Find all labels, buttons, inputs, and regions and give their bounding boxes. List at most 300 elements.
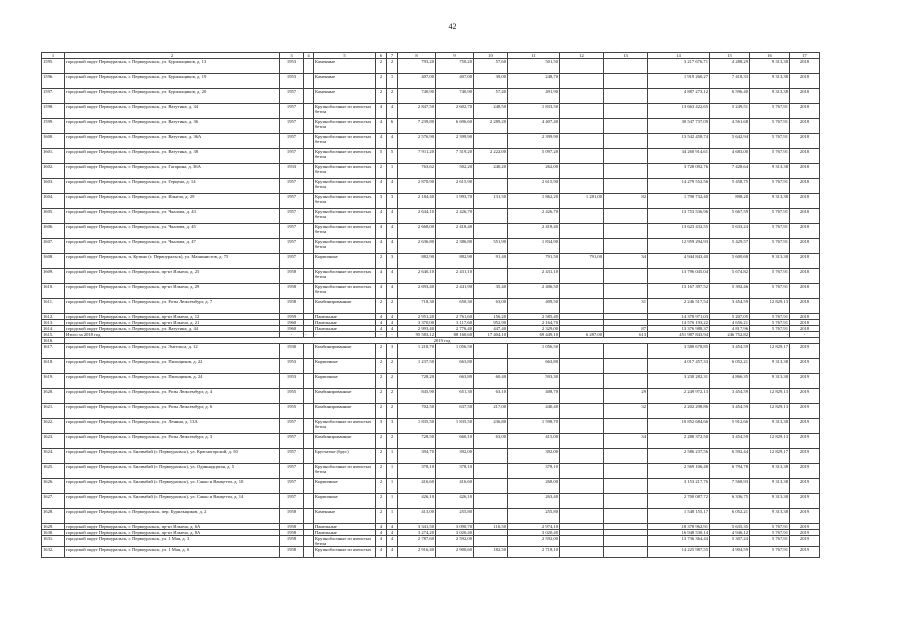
- table-cell: 763,62: [398, 164, 436, 179]
- table-cell: Кирпичные: [314, 359, 376, 374]
- table-cell: 1955: [280, 404, 304, 419]
- table-cell: Панельные: [314, 320, 376, 326]
- table-cell: Кирпичные: [314, 374, 376, 389]
- table-cell: [474, 536, 508, 547]
- table-cell: Панельные: [314, 524, 376, 530]
- table-cell: [560, 269, 604, 284]
- table-cell: Комбинированные: [314, 434, 376, 449]
- table-cell: Кирпичные: [314, 254, 376, 269]
- table-cell: 9 313,38: [750, 74, 790, 89]
- table-cell: 4: [376, 536, 387, 547]
- table-cell: 2018: [790, 224, 820, 239]
- table-cell: 4: [376, 524, 387, 530]
- table-cell: 1960: [280, 326, 304, 332]
- table-cell: [560, 434, 604, 449]
- table-cell: 2 592,00: [508, 536, 560, 547]
- table-cell: [560, 509, 604, 524]
- table-cell: 426,10: [398, 494, 436, 509]
- table-cell: 1 862,20: [508, 194, 560, 209]
- table-cell: 378,10: [398, 464, 436, 479]
- table-cell: [304, 179, 314, 194]
- table-cell: 12 829,17: [750, 344, 790, 359]
- address-cell: городской округ Первоуральск, г. Первоуральск, ул. Пильщиков, д. 22: [65, 359, 280, 374]
- table-cell: 1 598,70: [508, 419, 560, 434]
- table-cell: 378,10: [508, 464, 560, 479]
- table-cell: 1957: [280, 104, 304, 119]
- address-cell: городской округ Первоуральск, г. Первоуральск, ул. Ленина, д. 13А: [65, 419, 280, 434]
- table-cell: 2 700 087,72: [648, 494, 710, 509]
- table-cell: 13 167 397,52: [648, 284, 710, 299]
- table-row: [42, 104, 820, 119]
- year-label: 2019 год: [65, 338, 820, 344]
- table-cell: 1599.: [42, 119, 65, 134]
- address-cell: городской округ Первоуральск, г. Первоуральск, ул. Чкалова, д. 47: [65, 239, 280, 254]
- column-header: 14: [648, 53, 710, 59]
- table-cell: 5 635,35: [710, 524, 750, 530]
- table-cell: [604, 59, 648, 74]
- address-cell: городской округ Первоуральск, г. Первоуральск, пр-кт Ильича, д. 8А: [65, 530, 280, 536]
- table-cell: 12 959 294,93: [648, 239, 710, 254]
- table-cell: 1955: [280, 389, 304, 404]
- table-cell: [304, 224, 314, 239]
- table-cell: 4: [387, 314, 398, 320]
- table-row: [42, 239, 820, 254]
- table-cell: [304, 359, 314, 374]
- address-cell: городской округ Первоуральск, г. Первоуральск, ул. Бурильщиков, д. 20: [65, 89, 280, 104]
- table-cell: [474, 359, 508, 374]
- table-cell: 1595.: [42, 59, 65, 74]
- table-cell: Комбинированные: [314, 404, 376, 419]
- table-cell: 2 916,40: [398, 547, 436, 558]
- table-cell: 13 796 045,04: [648, 269, 710, 284]
- table-cell: 57,40: [474, 89, 508, 104]
- table-cell: 750,20: [436, 59, 474, 74]
- table-cell: 3 230 282,31: [648, 374, 710, 389]
- table-cell: 4 017 457,33: [648, 359, 710, 374]
- table-row: [42, 547, 820, 558]
- table-cell: Панельные: [314, 314, 376, 320]
- table-cell: 12 829,13: [750, 389, 790, 404]
- table-cell: 4: [387, 104, 398, 119]
- table-cell: 69 449,10: [508, 332, 560, 338]
- table-cell: 1: [387, 494, 398, 509]
- table-cell: [560, 419, 604, 434]
- table-cell: [304, 209, 314, 224]
- table-cell: 2 718,10: [508, 547, 560, 558]
- table-cell: 2 668,00: [398, 224, 436, 239]
- table-cell: 2: [387, 89, 398, 104]
- table-cell: 2018: [790, 314, 820, 320]
- table-cell: 440,40: [508, 404, 560, 419]
- table-cell: [304, 509, 314, 524]
- table-cell: 1957: [280, 179, 304, 194]
- table-cell: [604, 119, 648, 134]
- table-cell: 5: [376, 149, 387, 164]
- table-cell: 1609.: [42, 269, 65, 284]
- table-cell: 9 313,38: [750, 479, 790, 494]
- address-cell: городской округ Первоуральск, г. Первоуральск, ул. Ватутина, д. 34: [65, 104, 280, 119]
- table-cell: 501,50: [508, 59, 560, 74]
- table-cell: 1957: [280, 224, 304, 239]
- table-cell: 9 313,38: [750, 359, 790, 374]
- table-cell: [560, 134, 604, 149]
- table-cell: 240,20: [474, 164, 508, 179]
- table-cell: 2: [376, 404, 387, 419]
- table-cell: [604, 464, 648, 479]
- table-cell: 14 378 971,03: [648, 314, 710, 320]
- table-cell: 9 313,38: [750, 254, 790, 269]
- table-cell: 6 052,21: [710, 509, 750, 524]
- table-cell: 30 547 737,09: [648, 119, 710, 134]
- table-cell: [560, 547, 604, 558]
- table-cell: 1613.: [42, 320, 65, 326]
- table-cell: Комбинированные: [314, 299, 376, 314]
- table-cell: 32: [604, 404, 648, 419]
- table-cell: [304, 134, 314, 149]
- table-cell: 6 794,78: [710, 464, 750, 479]
- table-cell: [560, 164, 604, 179]
- table-cell: 2019: [790, 464, 820, 479]
- table-cell: 1602.: [42, 164, 65, 179]
- table-cell: 34 260 914,61: [648, 149, 710, 164]
- table-cell: 2: [376, 254, 387, 269]
- table-cell: 4: [387, 239, 398, 254]
- table-cell: [560, 209, 604, 224]
- table-cell: 4 407,40: [508, 119, 560, 134]
- table-cell: 2 431,10: [436, 269, 474, 284]
- table-cell: 236,80: [474, 419, 508, 434]
- table-cell: 2019: [790, 389, 820, 404]
- table-cell: 3 020,40: [436, 530, 474, 536]
- column-header: 15: [710, 53, 750, 59]
- table-cell: 2 585,40: [508, 314, 560, 320]
- table-cell: 5 767,91: [750, 547, 790, 558]
- table-cell: Крупноблочные из ячеистых бетон: [314, 179, 376, 194]
- table-cell: 3: [387, 254, 398, 269]
- table-cell: 1: [387, 164, 398, 179]
- table-cell: 4: [376, 119, 387, 134]
- table-cell: Крупноблочные из ячеистых бетон: [314, 536, 376, 547]
- table-cell: [560, 344, 604, 359]
- table-cell: 1 919 260,27: [648, 74, 710, 89]
- table-cell: 4: [387, 320, 398, 326]
- table-row: [42, 479, 820, 494]
- table-cell: 4: [376, 530, 387, 536]
- table-cell: 491,90: [508, 89, 560, 104]
- table-cell: 1596.: [42, 74, 65, 89]
- table-cell: 35,40: [474, 284, 508, 299]
- table-cell: -: [280, 332, 304, 338]
- table-cell: [304, 389, 314, 404]
- table-cell: [604, 284, 648, 299]
- table-cell: 248,70: [508, 74, 560, 89]
- table-cell: 2: [376, 389, 387, 404]
- table-cell: 650,30: [436, 299, 474, 314]
- table-cell: Панельные: [314, 530, 376, 536]
- table-cell: [304, 269, 314, 284]
- table-cell: 5 767,91: [750, 119, 790, 134]
- address-cell: городской округ Первоуральск, п. Билимбай (г. Первоуральск), ул. Сакко и Ванцетти, д. 14: [65, 494, 280, 509]
- table-row: [42, 434, 820, 449]
- table-cell: 1958: [280, 536, 304, 547]
- table-cell: 2: [387, 389, 398, 404]
- table-cell: [604, 269, 648, 284]
- table-cell: 898,20: [710, 194, 750, 209]
- table-cell: 2 900,60: [436, 547, 474, 558]
- column-header: 1: [42, 53, 65, 59]
- table-cell: 1610.: [42, 284, 65, 299]
- column-header: 10: [474, 53, 508, 59]
- column-header: 9: [436, 53, 474, 59]
- table-cell: 9 313,38: [750, 374, 790, 389]
- table-cell: 2: [376, 89, 387, 104]
- table-cell: [604, 89, 648, 104]
- table-cell: 9 313,38: [750, 194, 790, 209]
- table-cell: 1953: [280, 359, 304, 374]
- table-cell: 2018: [790, 164, 820, 179]
- table-cell: 2: [387, 359, 398, 374]
- table-row: [42, 254, 820, 269]
- table-cell: 4 561,68: [710, 119, 750, 134]
- table-cell: 728,20: [398, 374, 436, 389]
- table-cell: 718,30: [398, 299, 436, 314]
- table-cell: 2018: [790, 149, 820, 164]
- table-cell: -: [314, 332, 376, 338]
- column-header: 2: [65, 53, 280, 59]
- table-cell: 87: [604, 326, 648, 332]
- table-cell: 248,50: [474, 104, 508, 119]
- table-cell: 3: [387, 344, 398, 359]
- table-cell: 791,00: [560, 254, 604, 269]
- table-cell: 5 674,82: [710, 269, 750, 284]
- table-cell: [304, 59, 314, 74]
- table-cell: 9 313,38: [750, 464, 790, 479]
- table-row: [42, 74, 820, 89]
- table-cell: 1957: [280, 239, 304, 254]
- table-cell: 1957: [280, 89, 304, 104]
- table-cell: 1617.: [42, 344, 65, 359]
- table-cell: 14 225 987,55: [648, 547, 710, 558]
- table-cell: Крупноблочные из ячеистых бетон: [314, 164, 376, 179]
- table-cell: Каменные: [314, 89, 376, 104]
- table-cell: 2 246 517,54: [648, 299, 710, 314]
- table-cell: 551,90: [474, 239, 508, 254]
- table-cell: [304, 74, 314, 89]
- table-cell: [474, 134, 508, 149]
- table-cell: [474, 494, 508, 509]
- table-cell: 4: [376, 326, 387, 332]
- table-cell: 413,00: [398, 509, 436, 524]
- address-cell: городской округ Первоуральск, г. Первоуральск, пр-кт Ильича, д. 25: [65, 269, 280, 284]
- table-cell: 2 787,60: [398, 536, 436, 547]
- table-cell: 2 202 298,86: [648, 404, 710, 419]
- address-cell: городской округ Первоуральск, г. Первоуральск, ул. Герцена, д. 14: [65, 179, 280, 194]
- table-cell: 4 887 273,12: [648, 89, 710, 104]
- table-row: [42, 530, 820, 536]
- table-cell: 2019: [790, 530, 820, 536]
- table-row: [42, 119, 820, 134]
- table-row: [42, 524, 820, 530]
- address-cell: городской округ Первоуральск, г. Первоуральск, пр-кт Ильича, д. 12: [65, 314, 280, 320]
- table-cell: Кирпичные: [314, 479, 376, 494]
- column-header: 6: [376, 53, 387, 59]
- table-cell: 1632.: [42, 547, 65, 558]
- table-cell: [304, 299, 314, 314]
- table-cell: 5 207,05: [710, 314, 750, 320]
- housing-register-table: [41, 52, 819, 558]
- table-cell: 1: [387, 464, 398, 479]
- table-cell: 5 767,91: [750, 224, 790, 239]
- table-cell: 3: [387, 194, 398, 209]
- table-cell: 2: [387, 299, 398, 314]
- table-cell: 2018: [790, 284, 820, 299]
- table-row: [42, 149, 820, 164]
- table-cell: 4: [376, 179, 387, 194]
- table-cell: 4: [376, 239, 387, 254]
- table-row: [42, 419, 820, 434]
- table-cell: 5 767,91: [750, 320, 790, 326]
- table-cell: 740,90: [398, 89, 436, 104]
- table-cell: 31: [604, 299, 648, 314]
- table-cell: 2018: [790, 269, 820, 284]
- table-cell: 12 829,17: [750, 449, 790, 464]
- table-cell: 2: [376, 164, 387, 179]
- table-cell: 416,60: [398, 479, 436, 494]
- table-cell: [560, 284, 604, 299]
- table-cell: [604, 149, 648, 164]
- table-cell: 2 426,70: [508, 209, 560, 224]
- table-cell: 1597.: [42, 89, 65, 104]
- table-row: [42, 194, 820, 209]
- table-cell: 2: [376, 374, 387, 389]
- table-cell: 1 548 155,17: [648, 509, 710, 524]
- table-cell: [304, 449, 314, 464]
- table-cell: 4: [376, 320, 387, 326]
- table-cell: [560, 59, 604, 74]
- address-cell: городской округ Первоуральск, г. Первоуральск, пр-кт Ильича, д. 29: [65, 284, 280, 299]
- table-cell: 3 341,50: [398, 524, 436, 530]
- table-cell: 2 184,40: [398, 194, 436, 209]
- table-cell: 2 222,00: [474, 149, 508, 164]
- table-cell: 1958: [280, 269, 304, 284]
- table-cell: 2019: [790, 344, 820, 359]
- table-cell: 9 313,38: [750, 419, 790, 434]
- table-cell: 5 767,91: [750, 149, 790, 164]
- table-cell: Крупноблочные из ячеистых бетон: [314, 194, 376, 209]
- table-cell: 17 404,10: [474, 332, 508, 338]
- table-cell: 1 835,50: [436, 419, 474, 434]
- table-row: [42, 209, 820, 224]
- table-cell: 3 728 092,76: [648, 164, 710, 179]
- table-cell: 728,50: [398, 434, 436, 449]
- table-cell: Панельные: [314, 326, 376, 332]
- table-cell: 14 279 552,56: [648, 179, 710, 194]
- table-row: [42, 326, 820, 332]
- table-cell: 4: [376, 284, 387, 299]
- address-cell: Итого за 2018 год: [65, 332, 280, 338]
- table-cell: 2019: [790, 524, 820, 530]
- table-cell: 5 912,66: [710, 419, 750, 434]
- table-cell: 88 160,60: [436, 332, 474, 338]
- table-cell: [604, 224, 648, 239]
- table-cell: 2: [376, 74, 387, 89]
- column-header: 3: [280, 53, 304, 59]
- table-cell: 2 615,90: [436, 179, 474, 194]
- table-cell: 4: [387, 209, 398, 224]
- table-cell: 1957: [280, 254, 304, 269]
- table-cell: 1603.: [42, 179, 65, 194]
- table-cell: 1 056,50: [436, 344, 474, 359]
- table-cell: 882,90: [398, 254, 436, 269]
- table-cell: 263,40: [508, 494, 560, 509]
- table-cell: Кирпичные: [314, 494, 376, 509]
- table-cell: 1630.: [42, 530, 65, 536]
- table-cell: 1 834,90: [508, 239, 560, 254]
- table-cell: 2018: [790, 104, 820, 119]
- table-cell: 4 656,21: [710, 320, 750, 326]
- table-cell: 268,00: [508, 479, 560, 494]
- table-cell: 1953: [280, 374, 304, 389]
- table-cell: [604, 479, 648, 494]
- table-cell: 4: [387, 530, 398, 536]
- table-cell: 392,00: [508, 449, 560, 464]
- table-cell: 1606.: [42, 224, 65, 239]
- table-cell: 3 153 217,76: [648, 479, 710, 494]
- table-cell: 1957: [280, 434, 304, 449]
- table-cell: 4: [387, 179, 398, 194]
- table-cell: 451 987 843,94: [648, 332, 710, 338]
- table-cell: -: [387, 332, 398, 338]
- table-cell: 2: [387, 59, 398, 74]
- table-cell: Крупноблочные из ячеистых бетон: [314, 284, 376, 299]
- table-cell: 16 948 530,14: [648, 530, 710, 536]
- table-cell: 1: [387, 479, 398, 494]
- table-cell: [604, 374, 648, 389]
- table-cell: 2 870,90: [398, 179, 436, 194]
- table-cell: 2: [376, 479, 387, 494]
- address-cell: городской округ Первоуральск, г. Первоуральск, ул. 1 Мая, д. 3: [65, 536, 280, 547]
- table-cell: 60,40: [474, 374, 508, 389]
- table-cell: 13 376 988,37: [648, 326, 710, 332]
- table-cell: 2 974,10: [508, 524, 560, 530]
- table-cell: 3 454,59: [710, 404, 750, 419]
- column-header: 13: [604, 53, 648, 59]
- table-cell: 2 418,40: [436, 224, 474, 239]
- address-cell: городской округ Первоуральск, г. Первоуральск, ул. Гагарина, д. 36А: [65, 164, 280, 179]
- address-cell: городской округ Первоуральск, г. Первоуральск, пер. Бурильщиков, д. 2: [65, 509, 280, 524]
- table-cell: 2 399,90: [436, 134, 474, 149]
- table-cell: 3 117,60: [436, 320, 474, 326]
- table-cell: 6 287,00: [560, 332, 604, 338]
- table-cell: 13 753 536,96: [648, 209, 710, 224]
- table-cell: 4: [387, 134, 398, 149]
- table-cell: 2 602,70: [436, 104, 474, 119]
- table-cell: 1625.: [42, 464, 65, 479]
- table-cell: 116,50: [474, 524, 508, 530]
- table-cell: [560, 449, 604, 464]
- table-cell: [604, 359, 648, 374]
- table-cell: [304, 434, 314, 449]
- table-cell: 1629.: [42, 524, 65, 530]
- table-cell: [604, 344, 648, 359]
- table-cell: Каменные: [314, 509, 376, 524]
- table-cell: [604, 209, 648, 224]
- table-cell: 651,30: [436, 389, 474, 404]
- table-cell: 1628.: [42, 509, 65, 524]
- table-cell: 6 696,60: [436, 119, 474, 134]
- table-cell: [560, 149, 604, 164]
- table-cell: 793,20: [398, 59, 436, 74]
